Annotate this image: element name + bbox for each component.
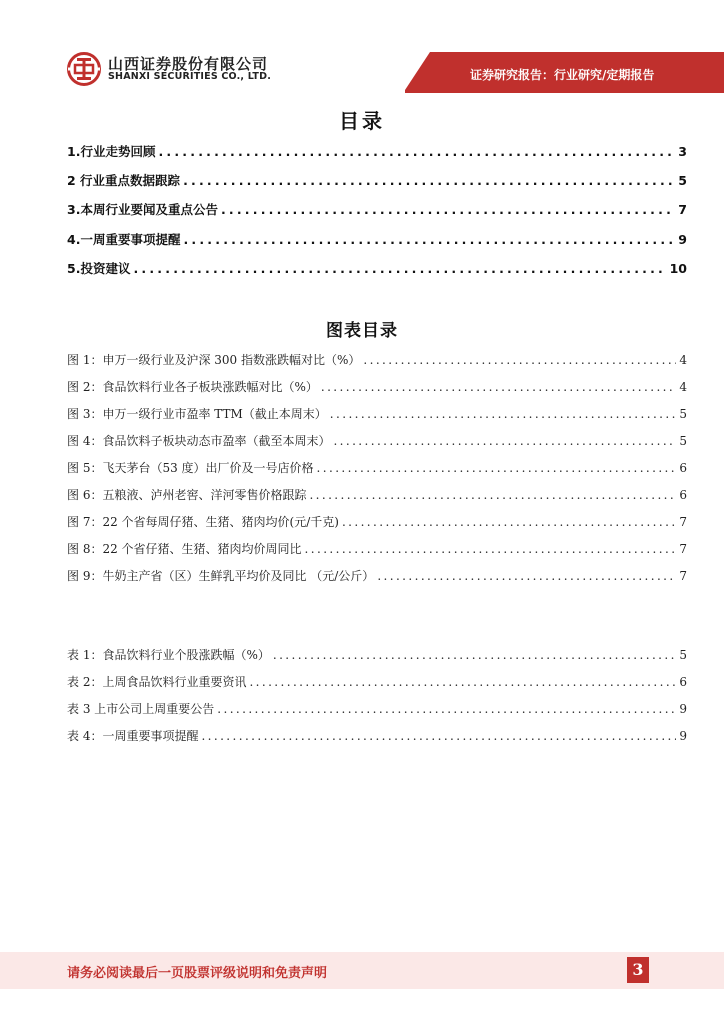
leader-dots xyxy=(158,144,675,159)
figure-item-label: 图 8：22 个省仔猪、生猪、猪肉均价周同比 xyxy=(67,542,302,556)
figure-toc-title: 图表目录 xyxy=(326,321,398,341)
toc-item[interactable] xyxy=(67,142,687,171)
figure-item-label: 图 9：牛奶主产省（区）生鲜乳平均价及同比 （元/公斤） xyxy=(67,569,375,583)
figure-item[interactable] xyxy=(67,459,687,486)
leader-dots xyxy=(183,173,675,188)
table-item[interactable] xyxy=(67,727,687,754)
leader-dots xyxy=(183,232,675,247)
toc-item-page: 5 xyxy=(678,173,687,189)
figure-item[interactable] xyxy=(67,432,687,459)
leader-dots xyxy=(317,461,677,475)
leader-dots xyxy=(221,202,675,217)
figure-item[interactable] xyxy=(67,351,687,378)
disclaimer-notice: 请务必阅读最后一页股票评级说明和免责声明 xyxy=(67,966,328,981)
toc-item-page: 3 xyxy=(678,144,687,159)
toc-item-label: 4.一周重要事项提醒 xyxy=(67,231,181,247)
table-list xyxy=(67,646,687,754)
toc-item-label: 1.行业走势回顾 xyxy=(67,144,156,159)
figure-item-page: 7 xyxy=(679,569,687,583)
table-item-label: 表 1：食品饮料行业个股涨跌幅（%） xyxy=(67,648,270,662)
figure-item-page: 7 xyxy=(679,515,687,529)
toc-item-label: 3.本周行业要闻及重点公告 xyxy=(67,202,218,218)
company-name-en: SHANXI SECURITIES CO., LTD. xyxy=(108,71,272,82)
figure-item-label: 图 1：申万一级行业及沪深 300 指数涨跌幅对比（%） xyxy=(67,353,361,367)
toc-item-page: 10 xyxy=(669,260,687,276)
table-item-page: 5 xyxy=(679,648,687,662)
leader-dots xyxy=(377,569,676,583)
figure-item-page: 6 xyxy=(679,488,687,502)
table-item[interactable] xyxy=(67,673,687,700)
table-item[interactable] xyxy=(67,646,687,673)
leader-dots xyxy=(217,702,676,716)
figure-item-page: 5 xyxy=(679,434,687,448)
toc-list xyxy=(67,142,687,288)
figure-item-page: 6 xyxy=(679,461,687,475)
toc-item-label: 2 行业重点数据跟踪 xyxy=(67,173,181,189)
figure-item-page: 7 xyxy=(679,542,687,556)
table-item-page: 9 xyxy=(679,702,687,716)
figure-item-label: 图 3：申万一级行业市盈率 TTM（截止本周末） xyxy=(67,407,327,421)
figure-item-page: 4 xyxy=(679,353,687,367)
figure-item-label: 图 2：食品饮料行业各子板块涨跌幅对比（%） xyxy=(67,380,318,394)
leader-dots xyxy=(309,488,676,502)
toc-item[interactable] xyxy=(67,171,687,200)
leader-dots xyxy=(305,542,677,556)
toc-item[interactable] xyxy=(67,259,687,288)
page-header xyxy=(0,0,724,100)
figure-item[interactable] xyxy=(67,540,687,567)
figure-item-label: 图 4：食品饮料子板块动态市盈率（截至本周末） xyxy=(67,434,331,448)
leader-dots xyxy=(201,729,676,743)
figure-item-label: 图 7：22 个省每周仔猪、生猪、猪肉均价(元/千克) xyxy=(67,515,339,529)
leader-dots xyxy=(249,675,676,689)
leader-dots xyxy=(330,407,677,421)
leader-dots xyxy=(333,434,676,448)
toc-title: 目录 xyxy=(339,109,385,133)
table-item-page: 6 xyxy=(679,675,687,689)
figure-item[interactable] xyxy=(67,567,687,594)
leader-dots xyxy=(321,380,677,394)
figure-item-page: 5 xyxy=(679,407,687,421)
toc-item-page: 9 xyxy=(678,231,687,247)
figure-item[interactable] xyxy=(67,486,687,513)
report-type-label: 证券研究报告：行业研究/定期报告 xyxy=(470,68,655,82)
company-logo-icon xyxy=(66,52,102,86)
figure-item[interactable] xyxy=(67,513,687,540)
table-item-label: 表 3 上市公司上周重要公告 xyxy=(67,702,215,716)
toc-item-label: 5.投资建议 xyxy=(67,260,131,276)
leader-dots xyxy=(133,261,666,276)
leader-dots xyxy=(363,353,676,367)
leader-dots xyxy=(273,648,677,662)
figure-item-label: 图 6：五粮液、泸州老窖、洋河零售价格跟踪 xyxy=(67,488,307,502)
figure-item[interactable] xyxy=(67,405,687,432)
figure-item[interactable] xyxy=(67,378,687,405)
table-item-label: 表 2：上周食品饮料行业重要资讯 xyxy=(67,675,247,689)
toc-item[interactable] xyxy=(67,230,687,259)
toc-item-page: 7 xyxy=(678,202,687,218)
table-item-label: 表 4：一周重要事项提醒 xyxy=(67,729,199,743)
page-number: 3 xyxy=(627,957,649,983)
header-banner xyxy=(0,0,724,100)
toc-item[interactable] xyxy=(67,200,687,229)
figure-item-page: 4 xyxy=(679,380,687,394)
company-name-cn: 山西证券股份有限公司 xyxy=(108,55,269,73)
figure-item-label: 图 5：飞天茅台（53 度）出厂价及一号店价格 xyxy=(67,461,314,475)
figure-list xyxy=(67,351,687,594)
table-item-page: 9 xyxy=(679,729,687,743)
table-item[interactable] xyxy=(67,700,687,727)
leader-dots xyxy=(342,515,676,529)
